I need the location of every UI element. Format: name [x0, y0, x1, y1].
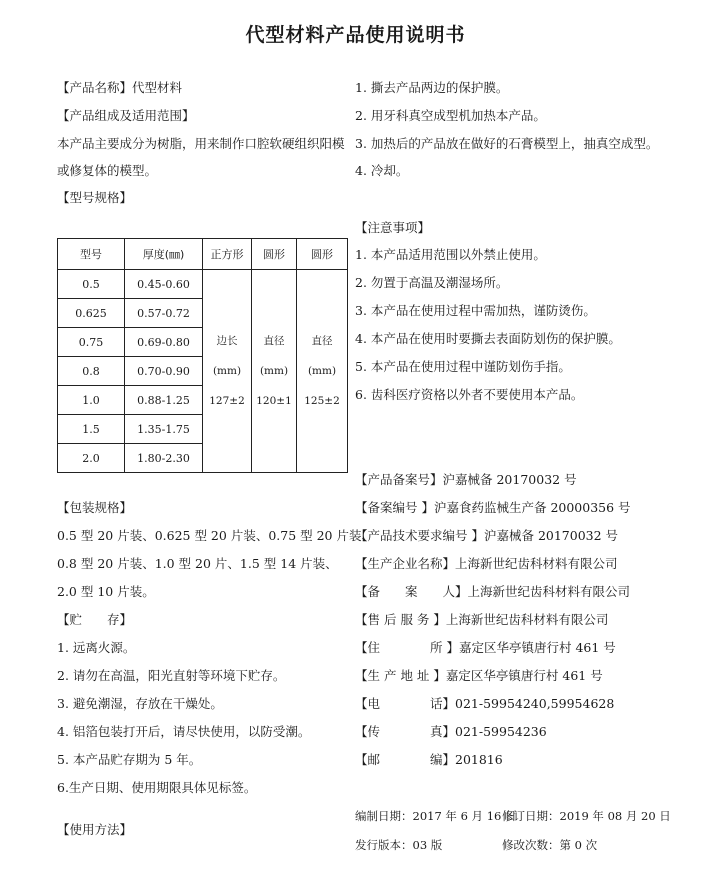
info-record-number: 【备案编号 】沪嘉食药监械生产备 20000356 号 [355, 500, 631, 515]
spec-header: 【型号规格】 [57, 190, 133, 205]
storage-item: 4. 铝箔包装打开后，请尽快使用，以防受潮。 [57, 724, 311, 739]
round2-value: 125±2 [304, 395, 340, 407]
table-header: 正方形 [203, 239, 252, 270]
note-item: 2. 勿置于高温及潮湿场所。 [355, 275, 509, 290]
note-item: 1. 本产品适用范围以外禁止使用。 [355, 247, 546, 262]
thickness-cell: 0.69-0.80 [125, 328, 203, 357]
info-postcode: 【邮 编】201816 [355, 752, 503, 767]
table-header: 圆形 [252, 239, 297, 270]
packing-line-2: 0.8 型 20 片装、1.0 型 20 片、1.5 型 14 片装、 [57, 556, 338, 571]
usage-header: 【使用方法】 [57, 822, 133, 837]
usage-step: 3. 加热后的产品放在做好的石膏模型上，抽真空成型。 [355, 136, 659, 151]
round2-size-cell [297, 270, 348, 473]
model-cell: 1.0 [58, 386, 125, 415]
model-cell: 0.5 [58, 270, 125, 299]
round1-label: 直径 [263, 335, 285, 347]
usage-step: 2. 用牙科真空成型机加热本产品。 [355, 108, 546, 123]
info-address: 【住 所 】嘉定区华亭镇唐行村 461 号 [355, 640, 616, 655]
round1-value: 120±1 [256, 395, 292, 407]
model-cell: 1.5 [58, 415, 125, 444]
model-cell: 0.75 [58, 328, 125, 357]
version: 发行版本：03 版 [355, 838, 443, 852]
document-title: 代型材料产品使用说明书 [245, 24, 466, 46]
storage-item: 1. 远离火源。 [57, 640, 136, 655]
info-manufacturer: 【生产企业名称】上海新世纪齿科材料有限公司 [355, 556, 618, 571]
usage-step: 4. 冷却。 [355, 163, 409, 178]
thickness-cell: 1.35-1.75 [125, 415, 203, 444]
storage-item: 2. 请勿在高温，阳光直射等环境下贮存。 [57, 668, 286, 683]
round1-size-cell [252, 270, 297, 473]
square-label: 边长 [216, 335, 238, 347]
square-value: 127±2 [209, 395, 245, 407]
thickness-cell: 0.70-0.90 [125, 357, 203, 386]
note-item: 4. 本产品在使用时要撕去表面防划伤的保护膜。 [355, 331, 621, 346]
round2-unit: (mm) [307, 365, 337, 377]
note-item: 6. 齿科医疗资格以外者不要使用本产品。 [355, 387, 584, 402]
info-phone: 【电 话】021-59954240,59954628 [355, 696, 615, 711]
usage-step: 1. 撕去产品两边的保护膜。 [355, 80, 509, 95]
round1-unit: (mm) [259, 365, 289, 377]
thickness-cell: 1.80-2.30 [125, 444, 203, 473]
packing-line-1: 0.5 型 20 片装、0.625 型 20 片装、0.75 型 20 片装、 [57, 528, 374, 543]
round2-label: 直径 [311, 335, 333, 347]
packing-line-3: 2.0 型 10 片装。 [57, 584, 155, 599]
thickness-cell: 0.57-0.72 [125, 299, 203, 328]
revise-date: 修订日期：2019 年 08 月 20 日 [502, 809, 671, 823]
model-cell: 0.625 [58, 299, 125, 328]
model-cell: 0.8 [58, 357, 125, 386]
note-item: 3. 本产品在使用过程中需加热，谨防烫伤。 [355, 303, 596, 318]
storage-item: 6.生产日期、使用期限具体见标签。 [57, 780, 257, 795]
notes-header: 【注意事项】 [355, 220, 431, 235]
info-production-address: 【生 产 地 址 】嘉定区华亭镇唐行村 461 号 [355, 668, 603, 683]
table-header: 型号 [58, 239, 125, 270]
product-name: 【产品名称】代型材料 [57, 80, 183, 95]
info-filing-number: 【产品备案号】沪嘉械备 20170032 号 [355, 472, 577, 487]
spec-table [57, 238, 348, 473]
compile-date: 编制日期：2017 年 6 月 16 日 [355, 809, 517, 823]
composition-header: 【产品组成及适用范围】 [57, 108, 195, 123]
note-item: 5. 本产品在使用过程中谨防划伤手指。 [355, 359, 571, 374]
packing-header: 【包装规格】 [57, 500, 133, 515]
info-after-sales: 【售 后 服 务 】上海新世纪齿科材料有限公司 [355, 612, 609, 627]
model-cell: 2.0 [58, 444, 125, 473]
info-registrant: 【备 案 人】上海新世纪齿科材料有限公司 [355, 584, 631, 599]
storage-item: 5. 本产品贮存期为 5 年。 [57, 752, 202, 767]
square-size-cell [203, 270, 252, 473]
table-header: 圆形 [297, 239, 348, 270]
revision-count: 修改次数：第 0 次 [502, 838, 598, 852]
thickness-cell: 0.88-1.25 [125, 386, 203, 415]
composition-line-2: 或修复体的模型。 [57, 163, 158, 178]
storage-item: 3. 避免潮湿，存放在干燥处。 [57, 696, 223, 711]
storage-header: 【贮 存】 [57, 612, 133, 627]
table-header: 厚度(㎜) [125, 239, 203, 270]
composition-line-1: 本产品主要成分为树脂，用来制作口腔软硬组织阳模 [57, 136, 345, 151]
square-unit: (mm) [212, 365, 242, 377]
info-tech-requirement: 【产品技术要求编号 】沪嘉械备 20170032 号 [355, 528, 619, 543]
thickness-cell: 0.45-0.60 [125, 270, 203, 299]
info-fax: 【传 真】021-59954236 [355, 724, 547, 739]
